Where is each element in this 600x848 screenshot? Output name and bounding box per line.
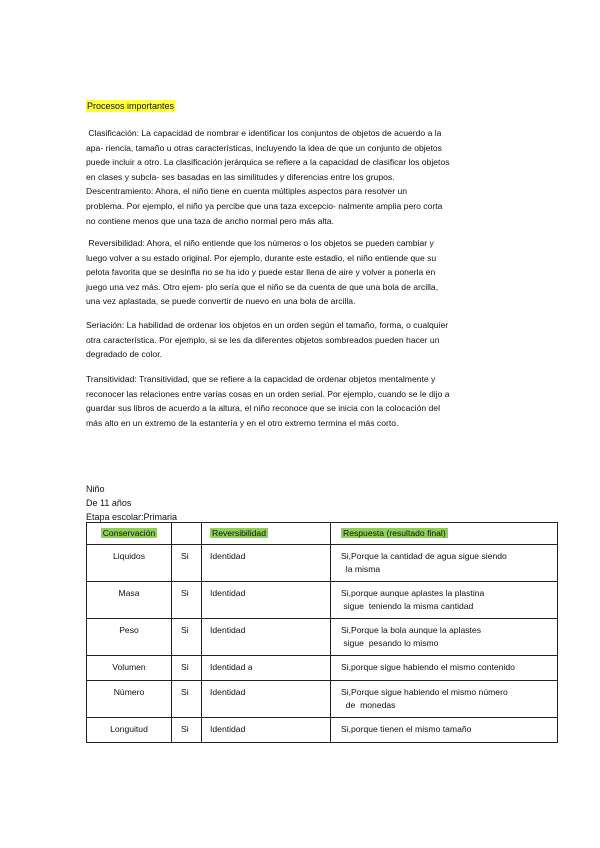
header-conservacion: Conservación [87, 523, 172, 545]
header-respuesta: Respuesta (resultado final) [331, 523, 558, 545]
cell-rev: Identidad [202, 718, 331, 743]
section-heading: Procesos importantes [87, 101, 175, 111]
conservation-table [86, 522, 558, 743]
paragraph-clasificacion: Clasificación: La capacidad de nombrar e identificar los conjuntos de objetos de acuerdo a la apa- riencia, tamaño u otras características, incluyendo la idea de que un conjunto de objetos puede incluir a otro. La clasificación jerárquica se refiere a la capacidad de clasificar los objetos en clases y subcla- ses basadas en las similitudes y diferencias entre los grupos. Descentramiento: Ahora, el niño tiene en cuenta múltiples aspectos para resolver un problema. Por ejemplo, el niño ya percibe que una taza excepcio- nalmente amplia pero corta no contiene menos que una taza de ancho normal pero más alta. [86, 128, 450, 226]
cell-name: Peso [87, 619, 172, 656]
paragraph-seriacion: Seriación: La habilidad de ordenar los objetos en un orden según el tamaño, forma, o cualquier otra característica. Por ejemplo, si se les da diferentes objetos sombreados pueden hacer un degradado de color. [86, 320, 449, 360]
header-empty [172, 523, 202, 545]
cell-rev: Identidad [202, 681, 331, 718]
cell-resp: Si,porque sigue habiendo el mismo contenido [331, 656, 558, 681]
cell-resp: Si,Porque sigue habiendo el mismo número de monedas [331, 681, 558, 718]
table-row [87, 681, 558, 718]
cell-resp: Si,porque tienen el mismo tamaño [331, 718, 558, 743]
table-row [87, 582, 558, 619]
child-age: De 11 años [86, 498, 132, 508]
cell-name: Masa [87, 582, 172, 619]
paragraph-reversibilidad: Reversibilidad: Ahora, el niño entiende que los números o los objetos se pueden cambiar y luego volver a su estado original. Por ejemplo, durante este estadio, el niño entiende que su pelota favorita que se desinfla no se ha ido y puede estar llena de aire y volver a ponerla en juego una vez más. Otro ejem- plo sería que el niño se da cuenta de que una bola de arcilla, una vez aplastada, se puede convertir de nuevo en una bola de arcilla. [86, 238, 439, 307]
paragraph-transitividad: Transitividad: Transitividad, que se refiere a la capacidad de ordenar objetos mentalmente y reconocer las relaciones entre varias cosas en un orden serial. Por ejemplo, cuando se le dijo a guardar sus libros de acuerdo a la altura, el niño reconoce que se inicia con la colocación del más alto en un extremo de la estantería y en el otro extremo termina el más corto. [86, 374, 450, 428]
cell-si: Si [172, 718, 202, 743]
child-label: Niño [86, 484, 105, 494]
cell-si: Si [172, 619, 202, 656]
cell-rev: Identidad [202, 582, 331, 619]
cell-resp: Si,Porque la cantidad de agua sigue siendo la misma [331, 545, 558, 582]
table-row [87, 545, 558, 582]
cell-si: Si [172, 681, 202, 718]
header-reversibilidad: Reversibilidad [202, 523, 331, 545]
cell-name: Número [87, 681, 172, 718]
cell-rev: Identidad [202, 619, 331, 656]
cell-resp: Si,porque aunque aplastes la plastina sigue teniendo la misma cantidad [331, 582, 558, 619]
cell-name: Liquidos [87, 545, 172, 582]
cell-si: Si [172, 582, 202, 619]
table-row [87, 718, 558, 743]
cell-name: Longuitud [87, 718, 172, 743]
cell-si: Si [172, 656, 202, 681]
cell-rev: Identidad a [202, 656, 331, 681]
cell-si: Si [172, 545, 202, 582]
school-stage: Etapa escolar:Primaria [86, 512, 178, 522]
cell-name: Volumen [87, 656, 172, 681]
table-row [87, 656, 558, 681]
cell-rev: Identidad [202, 545, 331, 582]
cell-resp: Si,Porque la bola aunque la aplastes sigue pesando lo mismo [331, 619, 558, 656]
table-row [87, 619, 558, 656]
table-header-row [87, 523, 558, 545]
